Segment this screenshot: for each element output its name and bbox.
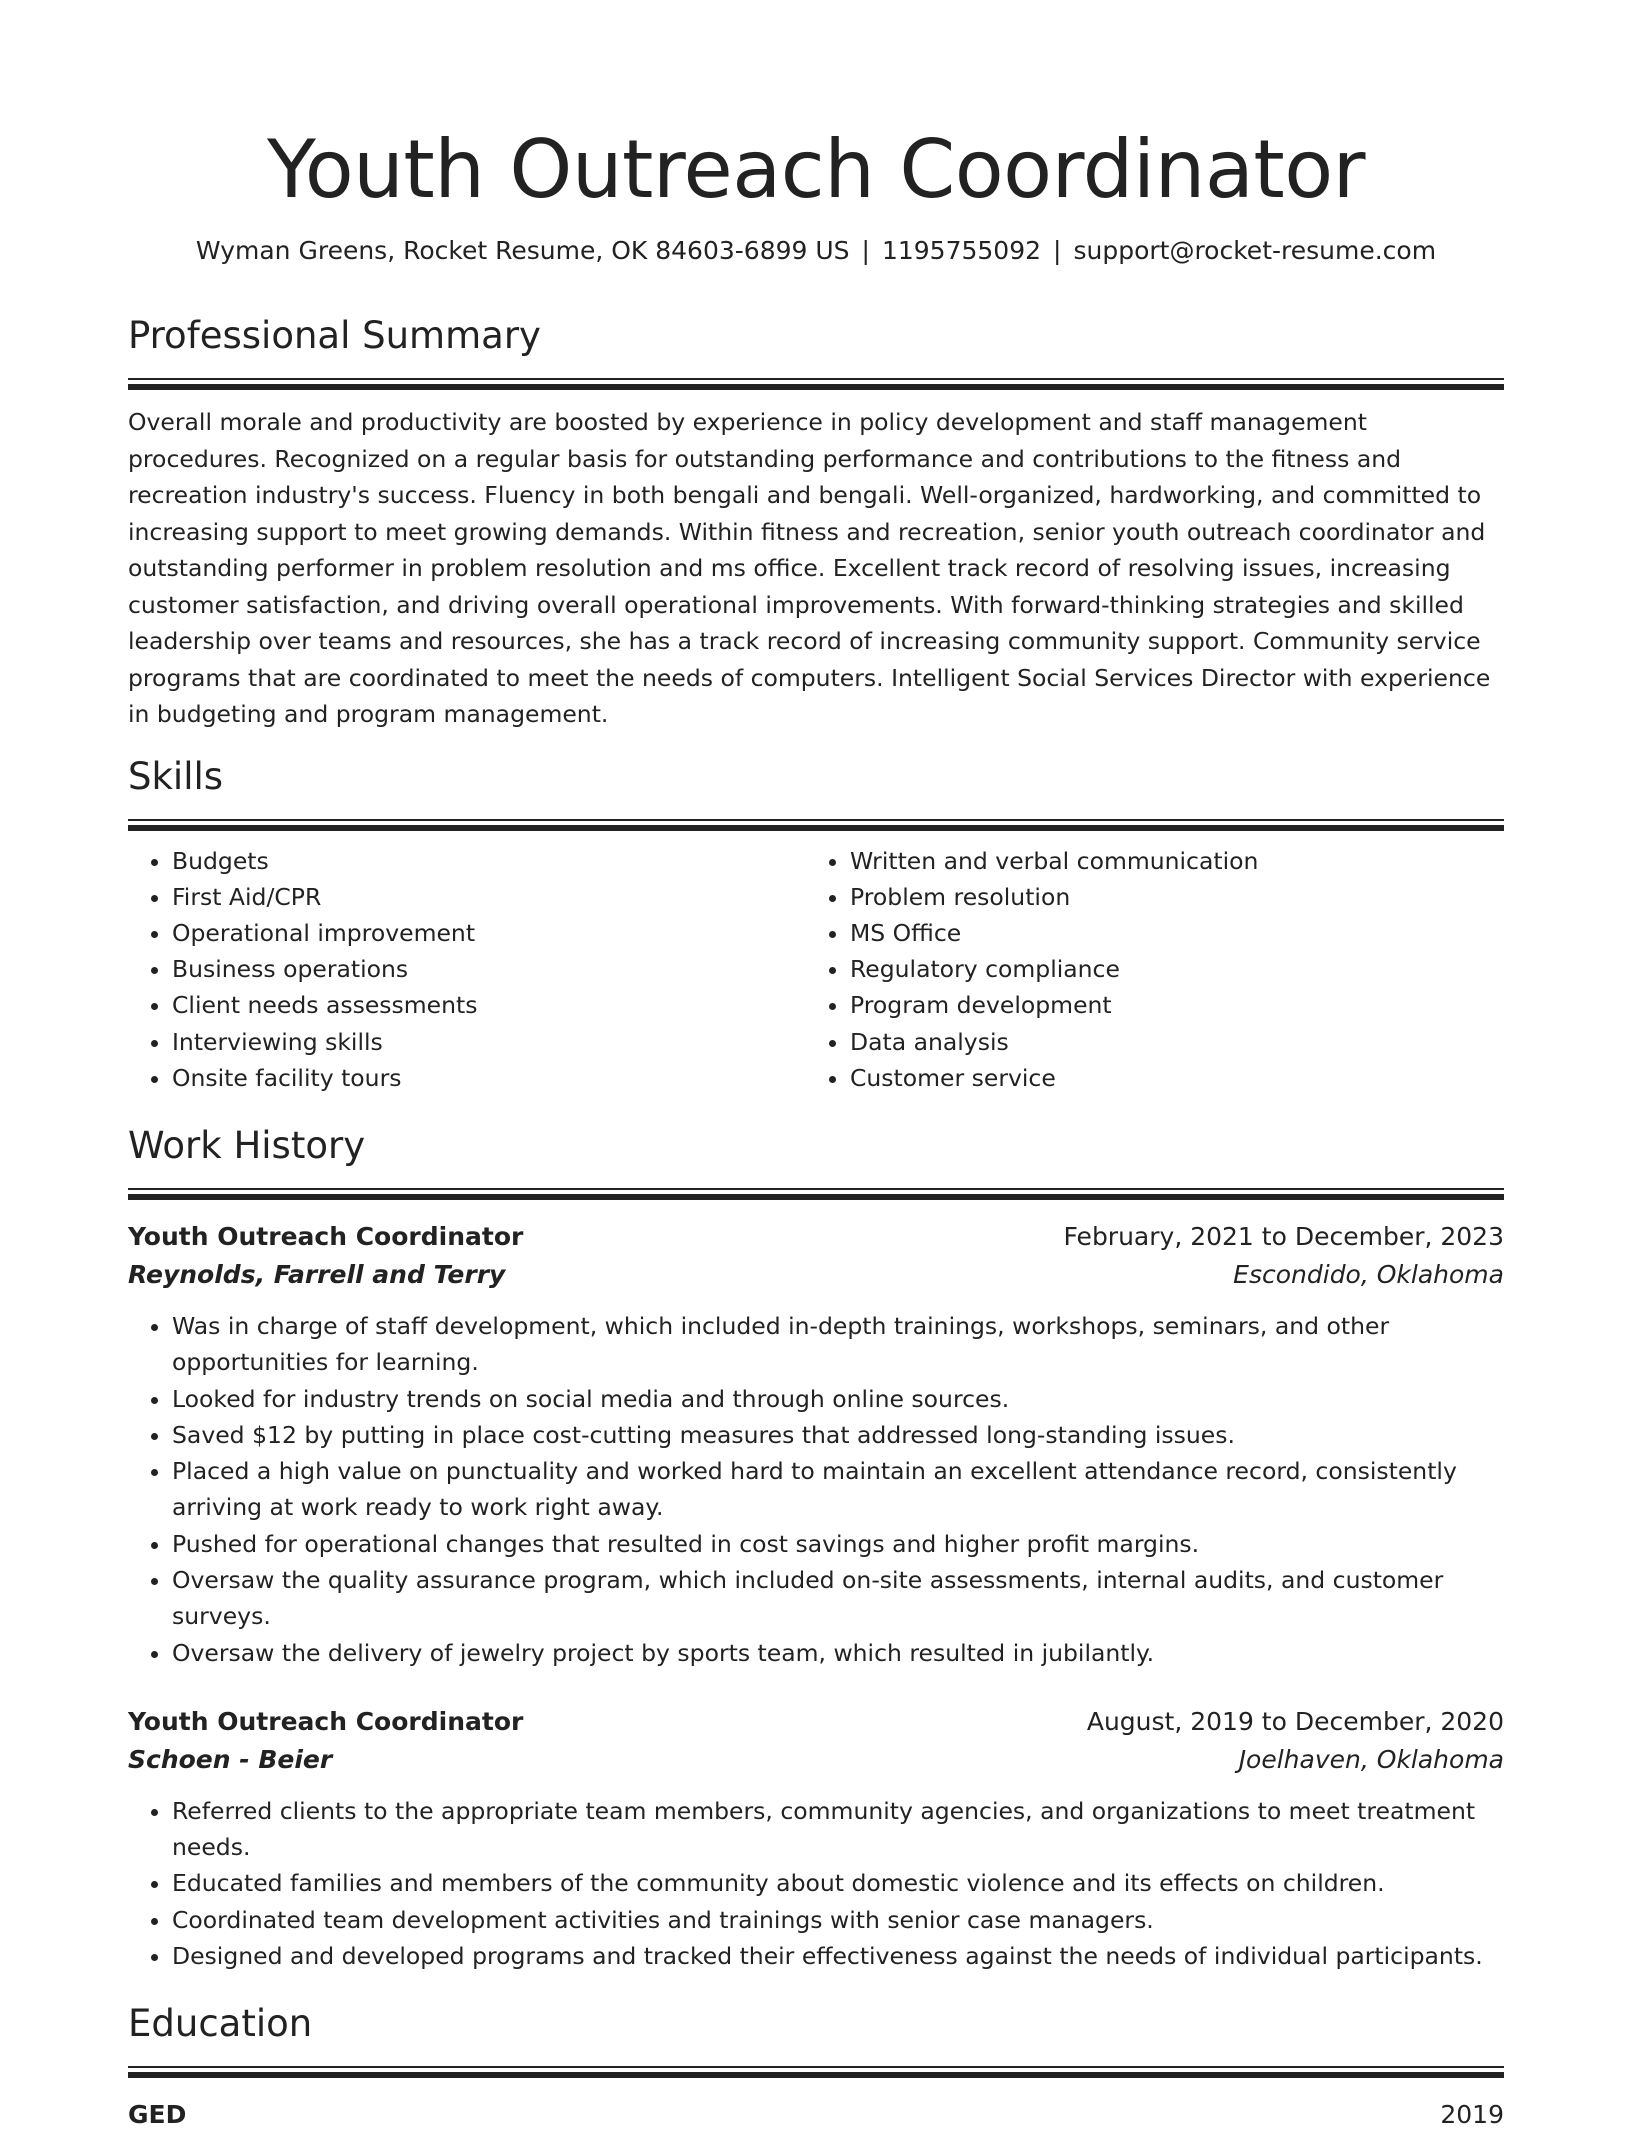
job-title: Youth Outreach Coordinator [128, 1221, 524, 1251]
education-entry [128, 2096, 1504, 2134]
job-dates: February, 2021 to December, 2023 [1063, 1221, 1504, 1251]
job-bullet: • Coordinated team development activities and trainings with senior case managers. [172, 1902, 1504, 1938]
skill-item: • Operational improvement [172, 915, 806, 951]
skill-item: • Data analysis [850, 1024, 1484, 1060]
job-bullet: • Oversaw the quality assurance program, which included on-site assessments, internal audits, and customer surveys. [172, 1562, 1504, 1635]
job-company: Schoen - Beier [128, 1744, 333, 1774]
work-history-section [128, 1122, 1504, 1974]
contact-email: support@rocket-resume.com [1073, 236, 1437, 265]
job-entry [128, 1218, 1504, 1671]
resume-name: Youth Outreach Coordinator [266, 123, 1366, 216]
job-bullet: • Oversaw the delivery of jewelry project by sports team, which resulted in jubilantly. [172, 1635, 1504, 1671]
skill-item: • Customer service [850, 1060, 1484, 1096]
skill-item: • First Aid/CPR [172, 879, 806, 915]
skill-item: • Problem resolution [850, 879, 1484, 915]
job-header [128, 1703, 1504, 1741]
skill-item: • Regulatory compliance [850, 951, 1484, 987]
job-bullet: • Placed a high value on punctuality and worked hard to maintain an excellent attendance record, consistently arriving at work ready to work right away. [172, 1453, 1504, 1526]
education-section [128, 2000, 1504, 2134]
section-divider [128, 819, 1504, 831]
skill-item: • Client needs assessments [172, 987, 806, 1023]
skills-section [128, 753, 1504, 1096]
job-bullet: • Was in charge of staff development, which included in-depth trainings, workshops, seminars, and other opportunities for learning. [172, 1308, 1504, 1381]
job-bullet: • Educated families and members of the community about domestic violence and its effects on children. [172, 1865, 1504, 1901]
summary-text: Overall morale and productivity are boosted by experience in policy development and staff management procedures. Recognized on a regular basis for outstanding performance and contributions to the fitness and recreation industry's success. Fluency in both bengali and bengali. Well-organized, hardworking, and committed to increasing support to meet growing demands. Within fitness and recreation, senior youth outreach coordinator and outstanding performer in problem resolution and ms office. Excellent track record of resolving issues, increasing customer satisfaction, and driving overall operational improvements. With forward-thinking strategies and skilled leadership over teams and resources, she has a track record of increasing community support. Community service programs that are coordinated to meet the needs of computers. Intelligent Social Services Director with experience in budgeting and program management. [128, 408, 1491, 728]
section-title-work-history: Work History [128, 1123, 366, 1167]
education-year: 2019 [1440, 2100, 1504, 2130]
job-bullet: • Referred clients to the appropriate team members, community agencies, and organizations to meet treatment needs. [172, 1793, 1504, 1866]
job-bullets [128, 1793, 1504, 1974]
skills-column-left [128, 843, 806, 1096]
job-bullets [128, 1308, 1504, 1671]
job-company: Reynolds, Farrell and Terry [128, 1259, 506, 1289]
section-title-summary: Professional Summary [128, 314, 541, 357]
contact-phone: 1195755092 [881, 236, 1042, 265]
section-title-skills: Skills [128, 754, 224, 798]
skills-list [128, 843, 1504, 1096]
job-location: Escondido, Oklahoma [1233, 1259, 1504, 1289]
job-bullet: • Pushed for operational changes that resulted in cost savings and higher profit margins. [172, 1526, 1504, 1562]
job-header [128, 1218, 1504, 1256]
resume-page [128, 0, 1504, 2134]
job-location: Joelhaven, Oklahoma [1238, 1744, 1504, 1774]
skill-item: • Interviewing skills [172, 1024, 806, 1060]
summary-section [128, 312, 1504, 733]
job-bullet: • Looked for industry trends on social media and through online sources. [172, 1381, 1504, 1417]
contact-line [128, 234, 1504, 268]
skill-item: • Onsite facility tours [172, 1060, 806, 1096]
section-divider [128, 1188, 1504, 1200]
skill-item: • MS Office [850, 915, 1484, 951]
skill-item: • Business operations [172, 951, 806, 987]
skills-column-right [806, 843, 1484, 1096]
skill-item: • Budgets [172, 843, 806, 879]
section-divider [128, 2066, 1504, 2078]
job-title: Youth Outreach Coordinator [128, 1706, 524, 1736]
skill-item: • Written and verbal communication [850, 843, 1484, 879]
job-bullet: • Saved $12 by putting in place cost-cutting measures that addressed long-standing issues. [172, 1417, 1504, 1453]
education-degree: GED [128, 2100, 187, 2130]
contact-separator: | [1053, 236, 1062, 265]
job-subheader [128, 1256, 1504, 1294]
contact-address: Wyman Greens, Rocket Resume, OK 84603-6899 US [195, 236, 850, 265]
section-title-education: Education [128, 2002, 313, 2046]
contact-separator: | [861, 236, 870, 265]
job-bullet: • Designed and developed programs and tracked their effectiveness against the needs of individual participants. [172, 1938, 1504, 1974]
job-subheader [128, 1741, 1504, 1779]
job-dates: August, 2019 to December, 2020 [1086, 1706, 1504, 1736]
job-entry [128, 1703, 1504, 1974]
section-divider [128, 378, 1504, 390]
skill-item: • Program development [850, 987, 1484, 1023]
